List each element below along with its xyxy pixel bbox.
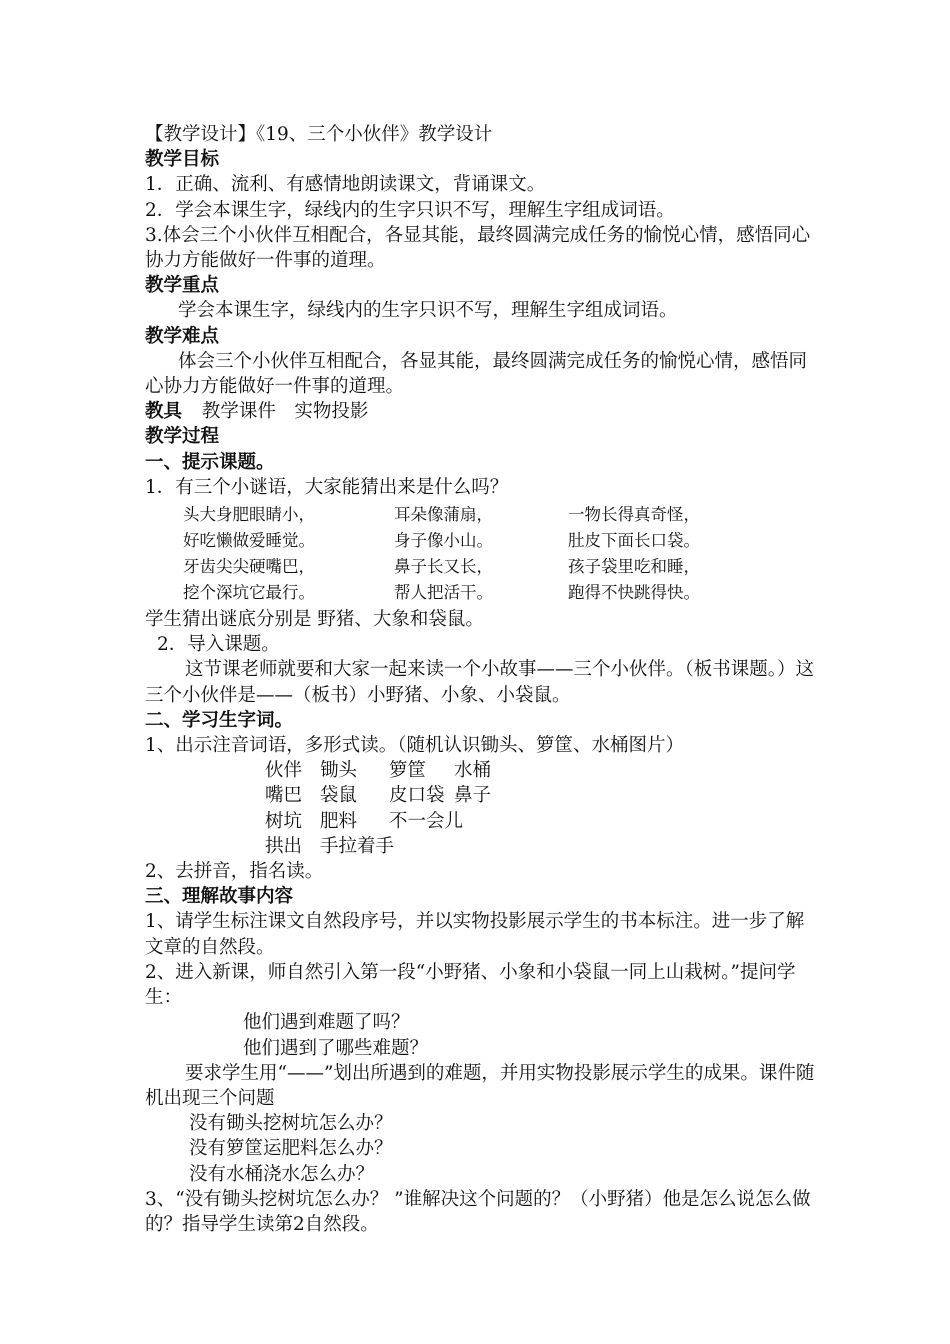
word-row (145, 758, 815, 783)
riddle-answer: 学生猜出谜底分别是 野猪、大象和袋鼠。 (145, 609, 484, 631)
riddle-row (145, 554, 815, 580)
vocab-word: 箩筐 (389, 760, 427, 782)
vocab-word: 鼻子 (454, 785, 492, 807)
difficulty-heading: 教学难点 (145, 325, 220, 347)
vocab-word: 伙伴 (265, 760, 303, 782)
riddle-line: 牙齿尖尖硬嘴巴， (183, 557, 315, 577)
key-point-text: 学会本课生字，绿线内的生字只识不写，理解生字组成词语。 (178, 300, 678, 322)
vocab-word: 拱出 (265, 835, 303, 857)
section2-heading: 二、学习生字词。 (145, 709, 294, 731)
riddle-line: 头大身肥眼睛小， (183, 505, 315, 525)
vocab-word: 手拉着手 (320, 835, 395, 857)
riddle-line: 挖个深坑它最行。 (183, 583, 315, 603)
word-row (145, 809, 815, 834)
key-point-heading: 教学重点 (145, 275, 220, 297)
section3-item-2: 2、进入新课，师自然引入第一段“小野猪、小象和小袋鼠一同上山栽树。”提问学生： (145, 961, 796, 1009)
vocab-word: 锄头 (320, 760, 358, 782)
vocab-word: 嘴巴 (265, 785, 303, 807)
word-row (145, 783, 815, 808)
section1-question-2: 2．导入课题。 (157, 634, 280, 656)
word-row (145, 834, 815, 859)
section1-heading: 一、提示课题。 (145, 451, 275, 473)
process-heading: 教学过程 (145, 426, 220, 448)
section3-item-1: 1、请学生标注课文自然段序号，并以实物投影展示学生的书本标注。进一步了解文章的自然段。 (145, 911, 805, 958)
riddle-line: 肚皮下面长口袋。 (568, 531, 700, 551)
goal-item-1: 1．正确、流利、有感情地朗读课文，背诵课文。 (145, 174, 546, 196)
section2-item-2: 2、去拼音，指名读。 (145, 861, 324, 883)
riddle-line: 好吃懒做爱睡觉。 (183, 531, 315, 551)
vocab-word: 皮口袋 (389, 785, 445, 807)
section1-question-1: 1．有三个小谜语，大家能猜出来是什么吗？ (145, 476, 509, 498)
section3-heading: 三、理解故事内容 (145, 886, 294, 908)
section3-item-3: 3、“没有锄头挖树坑怎么办？ ”谁解决这个问题的？（小野猪）他是怎么说怎么做的？指导学生读第2自然段。 (145, 1188, 811, 1235)
riddle-row (145, 502, 815, 528)
riddle-row (145, 580, 815, 606)
tools-line (145, 399, 815, 424)
problem-item: 没有水桶浇水怎么办？ (189, 1163, 375, 1185)
tools-label: 教具 (145, 401, 183, 423)
vocab-word: 树坑 (265, 810, 303, 832)
vocab-word: 肥料 (320, 810, 358, 832)
section1-intro: 这节课老师就要和大家一起来读一个小故事——三个小伙伴。（板书课题。）这三个小伙伴是——（板书）小野猪、小象、小袋鼠。 (145, 659, 815, 706)
document-title: 【教学设计】《19、三个小伙伴》教学设计 (145, 124, 493, 145)
goal-item-2: 2．学会本课生字，绿线内的生字只识不写，理解生字组成词语。 (145, 199, 675, 221)
vocab-word: 水桶 (454, 760, 492, 782)
riddle-line: 一物长得真奇怪， (568, 505, 700, 525)
difficulty-text: 体会三个小伙伴互相配合，各显其能，最终圆满完成任务的愉悦心情，感悟同心协力方能做好一件事的道理。 (145, 350, 808, 398)
section3-request: 要求学生用“——”划出所遇到的难题，并用实物投影展示学生的成果。课件随机出现三个问题 (145, 1062, 815, 1109)
tools-value: 教学课件 实物投影 (201, 401, 369, 423)
section2-item-1: 1、出示注音词语，多形式读。（随机认识锄头、箩筐、水桶图片） (145, 735, 685, 757)
riddle-line: 帮人把活干。 (394, 583, 493, 603)
vocab-word: 不一会儿 (389, 810, 464, 832)
riddle-line: 鼻子长又长， (394, 557, 493, 577)
problem-item: 没有锄头挖树坑怎么办？ (189, 1113, 393, 1135)
goal-item-3: 3.体会三个小伙伴互相配合，各显其能，最终圆满完成任务的愉悦心情，感悟同心协力方能做好一件事的道理。 (145, 224, 811, 272)
document-page (145, 122, 815, 1237)
riddle-line: 跑得不快跳得快。 (568, 583, 700, 603)
problem-item: 没有箩筐运肥料怎么办？ (189, 1138, 393, 1160)
discussion-question: 他们遇到难题了吗？ (243, 1012, 410, 1034)
riddle-line: 耳朵像蒲扇， (394, 505, 493, 525)
riddle-row (145, 528, 815, 554)
riddle-line: 身子像小山。 (394, 531, 493, 551)
riddle-table (145, 502, 815, 606)
riddle-line: 孩子袋里吃和睡， (568, 557, 700, 577)
vocab-word: 袋鼠 (320, 785, 358, 807)
discussion-question: 他们遇到了哪些难题？ (243, 1037, 429, 1059)
goals-heading: 教学目标 (145, 149, 220, 171)
